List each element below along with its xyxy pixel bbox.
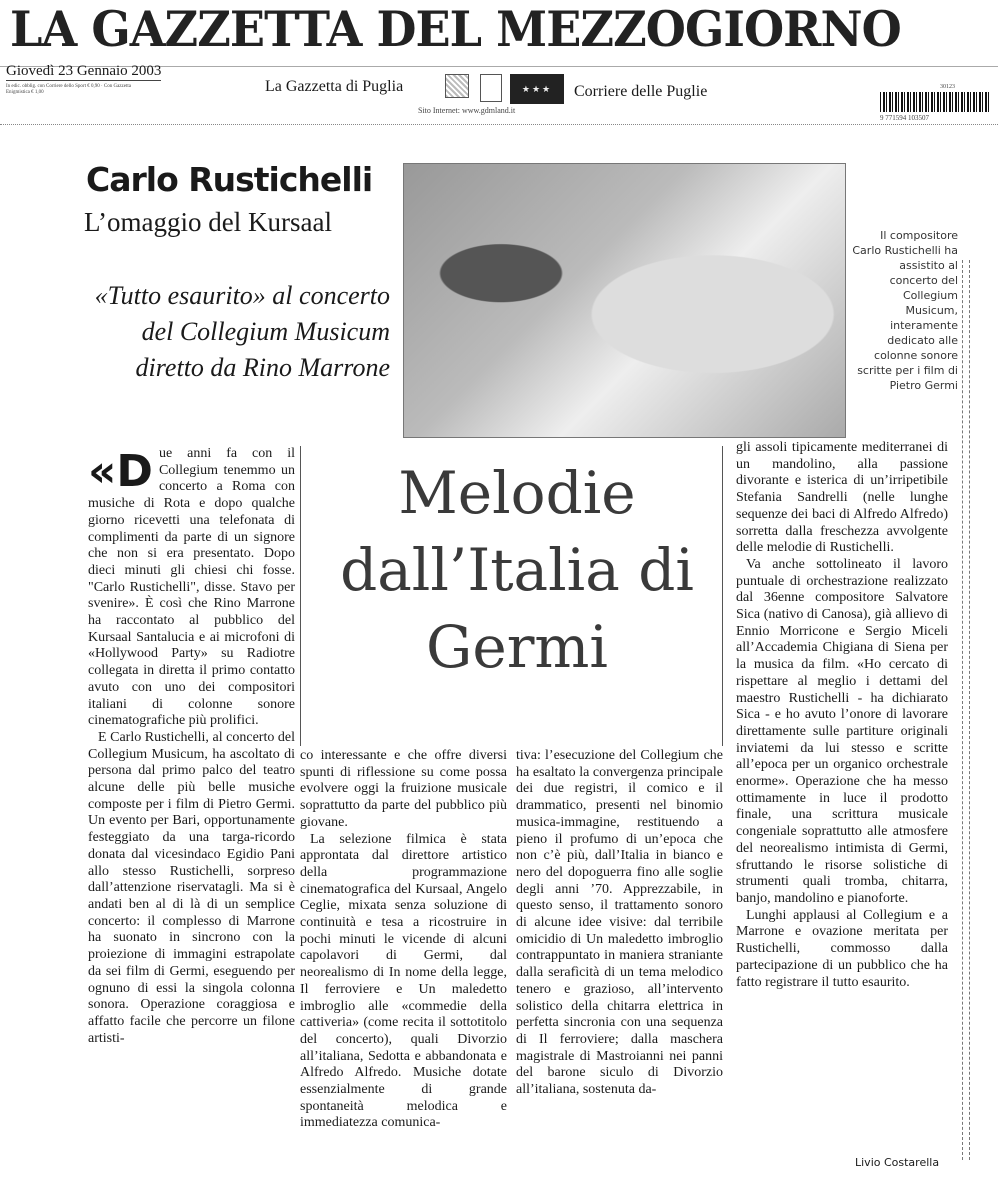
article-headline: Melodie dall’Italia di Germi xyxy=(340,459,694,681)
article-column-3 xyxy=(516,748,723,1099)
article-column-4 xyxy=(736,440,948,991)
emblem-icon xyxy=(445,74,469,98)
dropcap: «D xyxy=(88,446,153,497)
website-note: Sito Internet: www.gdmland.it xyxy=(418,106,516,115)
edition-right: Corriere delle Puglie xyxy=(574,83,708,100)
price-note: In edic. obblig. con Corriere dello Sport € 0,90 · Con Gazzetta Enigmistica € 1,00 xyxy=(6,84,131,95)
article-deck: «Tutto esaurito» al concerto del Collegium Musicum diretto da Rino Marrone xyxy=(94,281,390,382)
article-kicker-name: Carlo Rustichelli xyxy=(86,160,373,199)
col4-paragraph-2: Va anche sottolineato il lavoro puntuale di orchestrazione realizzato dal 36enne compositore Salvatore Sica (nativo di Canosa), già allievo di Ennio Morricone e Sergio Miceli all’Accademia Chigiana di Siena per la musica da film. «Ho cercato di rispettare al meglio i dettami del maestro Rustichelli - ha dichiarato Sica - e ho avuto l’onore di lavorare direttamente sulle partiture originali inviatemi da lui stesso e scritte all’epoca per un organico orchestrale enorme». Operazione che ha messo ottimamente in luce il prodotto finale, una scrittura musicale congeniale soprattutto alle atmosfere del neorealismo intimista di Germi, sfruttando le risorse solistiche di strumenti quali tromba, chitarra, banjo, mandolino e pianoforte. xyxy=(736,556,948,906)
composer-photo xyxy=(403,163,846,438)
masthead-divider xyxy=(0,124,998,125)
issue-date: Giovedì 23 Gennaio 2003 xyxy=(6,63,162,79)
col2-paragraph-2: La selezione filmica è stata approntata dal direttore artistico della programmazione cinematografica del Kursaal, Angelo Ceglie, mixata senza soluzione di continuità e tesa a ricostruire in pochi minuti le vicende di alcuni capolavori di Germi, dal neorealismo di In nome della legge, Il ferroviere e Un maledetto imbroglio alle «commedie della cattiveria» (come recita il sottotitolo del concerto), quali Divorzio all’italiana, Sedotta e abbandonata e Alfredo Alfredo. Musiche dotate essenzialmente di grande spontaneità melodica e immediatezza comunica- xyxy=(300,831,507,1131)
eu-stars-icon: ★★★ xyxy=(510,74,564,104)
flag-icon xyxy=(480,74,502,102)
edition-left: La Gazzetta di Puglia xyxy=(265,78,404,95)
article-column-2 xyxy=(300,748,507,1132)
masthead-title: LA GAZZETTA DEL MEZZOGIORNO xyxy=(10,0,901,58)
col2-paragraph-1: co interessante e che offre diversi spunti di riflessione su come possa evolvere oggi la fruizione musicale soprattutto da parte del pubblico più giovane. xyxy=(300,748,507,830)
column-rule-right xyxy=(722,446,723,746)
col4-paragraph-1: gli assoli tipicamente mediterranei di un mandolino, alla passione divorante e isterica di un’irripetibile Stefania Sandrelli (nelle lunghe sequenze dei baci di Alfredo Alfredo) sorretta dalla freschezza avvolgente delle melodie di Rustichelli. xyxy=(736,440,948,556)
article-kicker-subtitle: L’omaggio del Kursaal xyxy=(84,207,332,237)
column-rule-left xyxy=(300,446,301,746)
col3-paragraph-1: tiva: l’esecuzione del Collegium che ha esaltato la convergenza principale dei due registri, il comico e il drammatico, presenti nel binomio musica-immagine, restituendo a pieno il profumo di un’epoca che non c’è più, dall’Italia in bianco e nero del dopoguerra fino alle soglie degli anni ’70. Apprezzabile, in questo senso, il trattamento sonoro di alcune idee visive: dal terribile omicidio di Un maledetto imbroglio contrappuntato in maniera straniante dalla serafìcità di un tema melodico tenero e grazioso, all’intervento solistico della chitarra elettrica in perfetta sincronia con una sequenza di Il ferroviere; dalla maschera magistrale di Mastroianni nei panni del barone siculo di Divorzio all’italiana, sostenuta da- xyxy=(516,748,723,1098)
byline: Livio Costarella xyxy=(855,1156,940,1169)
article-column-1 xyxy=(88,446,295,1047)
side-rule xyxy=(962,260,970,1160)
col1-paragraph-1: ue anni fa con il Collegium tenemmo un concerto a Roma con musiche di Rota e dopo qualche giorno ricevetti una telefonata di complimenti da parte di un signore che non si era presentato. Dopo dieci minuti gli chiesi chi fosse. "Carlo Rustichelli", disse. Stavo per svenire». È così che Rino Marrone ha raccontato al pubblico del Kursaal Santalucia e ai microfoni di «Hollywood Party» su Radiotre collegata in diretta il primo contatto avuto con uno dei compositori italiani di colonne sonore cinematografiche più prolifici. xyxy=(88,446,295,729)
barcode-icon xyxy=(880,92,990,112)
photo-caption: Il compositore Carlo Rustichelli ha assistito al concerto del Collegium Musicum, interamente dedicato alle colonne sonore scritte per i film di Pietro Germi xyxy=(852,229,958,392)
barcode-number: 9 771594 103507 xyxy=(880,114,929,122)
col4-paragraph-3: Lunghi applausi al Collegium e a Marrone e ovazione meritata per Rustichelli, commosso dalla partecipazione di un pubblico che ha fatto registrare il tutto esaurito. xyxy=(736,907,948,990)
col1-paragraph-2: E Carlo Rustichelli, al concerto del Collegium Musicum, ha ascoltato di persona dal primo palco del teatro alcune delle più belle musiche composte per i film di Pietro Germi. Un evento per Bari, opportunamente festeggiato da una targa-ricordo donata dal vicesindaco Egidio Pani allo stesso Rustichelli, sorpreso dall’attenzione riservatagli. Ma si è andati ben al di là di un semplice concerto: il complesso di Marrone ha suonato in sincrono con la proiezione di immagini estrapolate da sei film di Germi, eseguendo per ognuno di essi la singola colonna sonora. Operazione coraggiosa e affatto facile che percorre un filone artisti- xyxy=(88,729,295,1046)
barcode-code: 30123 xyxy=(940,84,955,90)
